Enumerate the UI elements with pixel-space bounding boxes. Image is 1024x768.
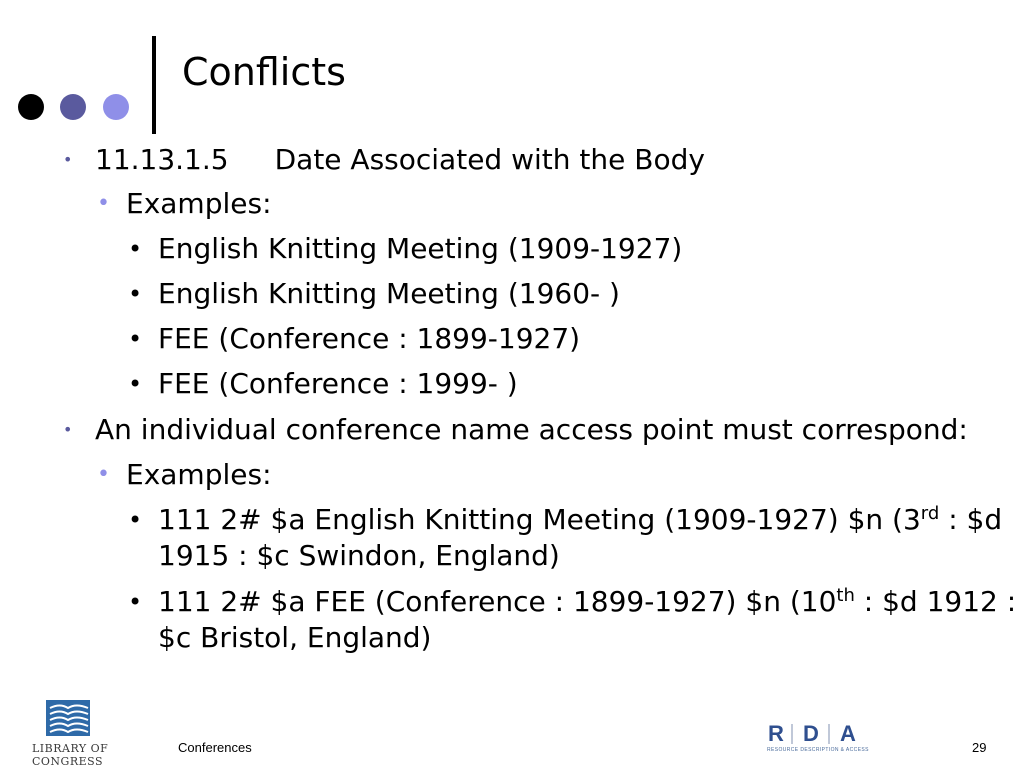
loc-book-icon (46, 698, 92, 740)
rda-letter-r: R (768, 721, 784, 746)
bullet-marker: • (97, 191, 110, 216)
bullet-marker: • (128, 506, 143, 534)
bullet-examples-1: Examples: (126, 187, 272, 220)
bullet-marker: • (63, 420, 73, 439)
bullet-access-point: An individual conference name access point must correspond: (95, 413, 968, 446)
bullet-marker: • (128, 370, 143, 398)
decor-dot-purple (60, 94, 86, 120)
bullet-marker: • (128, 280, 143, 308)
footer-label: Conferences (178, 740, 252, 755)
marc-example-2-line2: $c Bristol, England) (158, 621, 432, 654)
page-number: 29 (972, 740, 987, 755)
example-item: English Knitting Meeting (1909-1927) (158, 232, 683, 265)
decor-dot-black (18, 94, 44, 120)
bullet-marker: • (128, 325, 143, 353)
loc-text-line2: CONGRESS (32, 755, 104, 768)
title-divider (152, 36, 156, 134)
example-item: FEE (Conference : 1899-1927) (158, 322, 581, 355)
bullet-rule-number: 11.13.1.5 Date Associated with the Body (95, 143, 705, 176)
rda-letter-d: D (803, 721, 819, 746)
bullet-examples-2: Examples: (126, 458, 272, 491)
rda-divider (791, 724, 793, 744)
rda-tagline: RESOURCE DESCRIPTION & ACCESS (767, 747, 869, 753)
marc-example-1-line2: 1915 : $c Swindon, England) (158, 539, 560, 572)
example-item: FEE (Conference : 1999- ) (158, 367, 518, 400)
marc-example-1-line1: 111 2# $a English Knitting Meeting (1909-1927) $n (3rd : $d (158, 503, 1003, 536)
loc-text-line1: LIBRARY OF (32, 742, 109, 755)
bullet-marker: • (63, 150, 73, 169)
bullet-marker: • (128, 235, 143, 263)
bullet-marker: • (128, 588, 143, 616)
decor-dot-lavender (103, 94, 129, 120)
bullet-marker: • (97, 462, 110, 487)
marc-example-2-line1: 111 2# $a FEE (Conference : 1899-1927) $n (10th : $d 1912 : (158, 585, 1017, 618)
slide-title: Conflicts (182, 50, 346, 94)
example-item: English Knitting Meeting (1960- ) (158, 277, 620, 310)
rda-letter-a: A (840, 721, 856, 746)
rda-divider (828, 724, 830, 744)
